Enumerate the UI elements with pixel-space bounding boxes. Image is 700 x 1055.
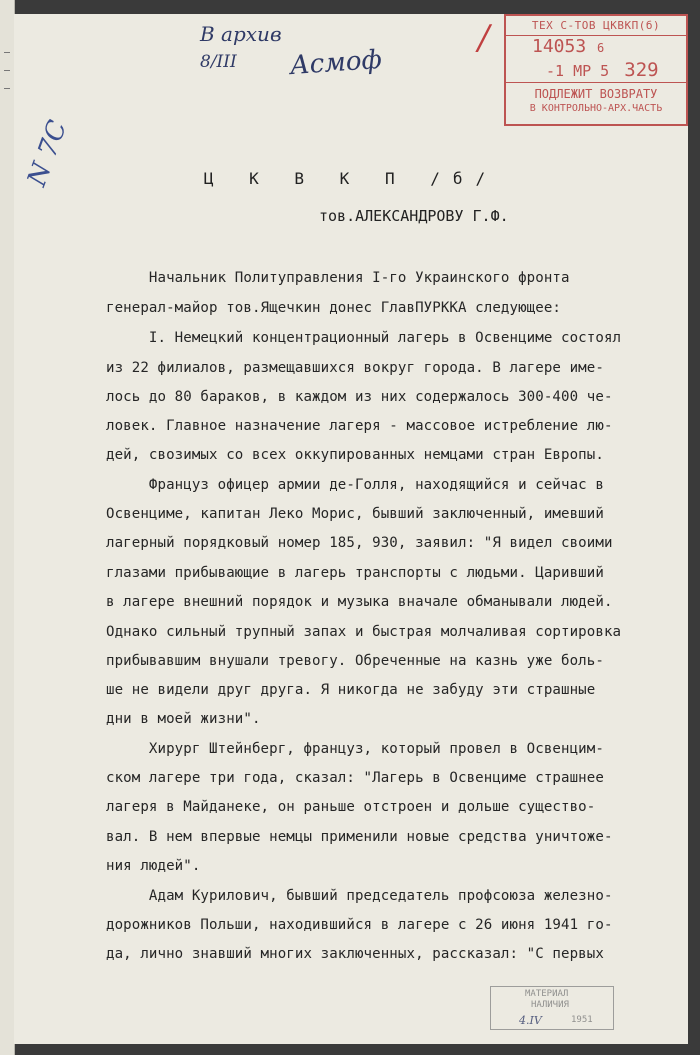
- document-page: [14, 14, 688, 1044]
- body-line: Освенциме, капитан Леко Морис, бывший заключенный, имевший: [106, 506, 604, 522]
- stamp-date-row: [506, 59, 688, 81]
- body-line: лагерный порядковый номер 185, 930, заявил: "Я видел своими: [106, 535, 613, 551]
- bottom-stamp-line2: НАЛИЧИЯ: [531, 1000, 569, 1010]
- red-mark: /: [478, 18, 490, 58]
- body-line: дорожников Польши, находившийся в лагере с 26 июня 1941 го-: [106, 917, 613, 933]
- addressee: тов.АЛЕКСАНДРОВУ Г.Ф.: [319, 207, 509, 225]
- body-line: глазами прибывающие в лагерь транспорты с людьми. Царивший: [106, 565, 604, 581]
- body-line: лось до 80 бараков, в каждом из них содержалось 300-400 че-: [106, 389, 613, 405]
- body-line: Адам Курилович, бывший председатель профсоюза железно-: [106, 888, 613, 904]
- body-line: Хирург Штейнберг, француз, который провел в Освенцим-: [106, 741, 604, 757]
- stamp-return-line2: В КОНТРОЛЬНО-АРХ.ЧАСТЬ: [529, 103, 663, 114]
- body-line: ском лагере три года, сказал: "Лагерь в Освенциме страшнее: [106, 770, 604, 786]
- body-line: ше не видели друг друга. Я никогда не забуду эти страшные: [106, 682, 596, 698]
- body-line: генерал-майор тов.Ящечкин донес ГлавПУРККА следующее:: [106, 300, 562, 316]
- bottom-stamp-line1: МАТЕРИАЛ: [525, 989, 569, 999]
- document-heading: Ц К В К П /б/: [203, 169, 499, 188]
- body-line: I. Немецкий концентрационный лагерь в Освенциме состоял: [106, 330, 622, 346]
- handwritten-note-line1: В архив: [200, 22, 282, 46]
- stamp-return-line1: ПОДЛЕЖИТ ВОЗВРАТУ: [534, 87, 658, 101]
- body-line: в лагере внешний порядок и музыка вначале обманывали людей.: [106, 594, 613, 610]
- stamp-number-row: [506, 36, 688, 57]
- stamp-header: ТЕХ С-ТОВ ЦКВКП(б): [531, 19, 661, 32]
- stamp-page-mark: 329: [624, 59, 659, 81]
- body-line: ловек. Главное назначение лагеря - массовое истребление лю-: [106, 418, 613, 434]
- body-line: дни в моей жизни".: [106, 711, 261, 727]
- bottom-stamp-year: 1951: [571, 1015, 593, 1025]
- body-line: ния людей".: [106, 858, 201, 874]
- body-line: вал. В нем впервые немцы применили новые средства уничтоже-: [106, 829, 613, 845]
- body-line: дей, свозимых со всех оккупированных немцами стран Европы.: [106, 447, 604, 463]
- stamp-date: -1 МР 5: [546, 62, 610, 80]
- body-line: да, лично знавший многих заключенных, рассказал: "С первых: [106, 946, 604, 962]
- page-binding-edge: [0, 0, 15, 1055]
- margin-mark: N 7С: [22, 116, 74, 191]
- bottom-stamp: [490, 986, 614, 1030]
- body-line: лагеря в Майданеке, он раньше отстроен и дольше существо-: [106, 799, 596, 815]
- bottom-stamp-date: 4.IV: [519, 1014, 542, 1027]
- body-line: Француз офицер армии де-Голля, находящийся и сейчас в: [106, 477, 604, 493]
- handwritten-signature: Асмоф: [289, 44, 383, 82]
- stamp-number: 14053: [532, 36, 587, 57]
- handwritten-note-line2: 8/III: [200, 52, 237, 72]
- stamp-number-suffix: 6: [597, 41, 605, 55]
- body-line: Начальник Политуправления I-го Украинского фронта: [106, 270, 570, 286]
- body-line: Однако сильный трупный запах и быстрая молчаливая сортировка: [106, 624, 622, 640]
- body-line: прибывавшим внушали тревогу. Обреченные на казнь уже боль-: [106, 653, 604, 669]
- body-line: из 22 филиалов, размещавшихся вокруг города. В лагере име-: [106, 360, 604, 376]
- archive-stamp: [504, 14, 688, 126]
